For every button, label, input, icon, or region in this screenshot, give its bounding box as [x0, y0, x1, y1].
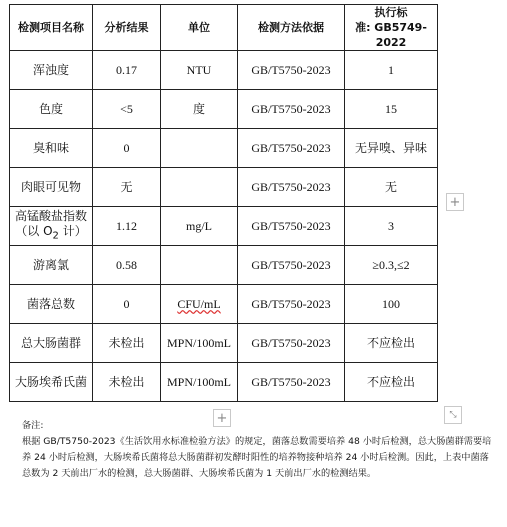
header-result: 分析结果: [93, 5, 161, 51]
cell-standard: 1: [345, 51, 438, 90]
cell-unit: MPN/100mL: [161, 324, 238, 363]
table-row: [10, 168, 438, 207]
table-row: [10, 207, 438, 246]
cell-unit: NTU: [161, 51, 238, 90]
cell-result: 0: [93, 129, 161, 168]
cell-item: 菌落总数: [10, 285, 93, 324]
cell-result: 0.58: [93, 246, 161, 285]
plus-icon: +: [449, 195, 461, 210]
cell-method: GB/T5750-2023: [238, 129, 345, 168]
cell-standard: ≥0.3,≤2: [345, 246, 438, 285]
cell-method: GB/T5750-2023: [238, 207, 345, 246]
table-header-row: [10, 5, 438, 51]
header-item-name: 检测项目名称: [10, 5, 93, 51]
cell-standard: 无异嗅、异味: [345, 129, 438, 168]
header-method: 检测方法依据: [238, 5, 345, 51]
cell-unit: MPN/100mL: [161, 363, 238, 402]
cell-item-line2: （以 $O_2$ 计）: [15, 223, 87, 242]
cell-unit: [161, 246, 238, 285]
cell-result: <5: [93, 90, 161, 129]
notes-body: 根据 GB/T5750-2023《生活饮用水标准检验方法》的规定，菌落总数需要培养 48 小时后检测，总大肠菌群需要培养 24 小时后检测，大肠埃希氏菌将总大肠菌群初发酵时阳性的培养物接种培养 24 小时后检测。因此，上表中菌落总数为 2 天前出厂水的检测，总大肠菌群、大肠埃希氏菌为 1 天前出厂水的检测结果。: [22, 436, 492, 479]
header-standard-line1: 执行标: [374, 6, 408, 19]
cell-standard: 不应检出: [345, 324, 438, 363]
cell-method: GB/T5750-2023: [238, 168, 345, 207]
header-standard-line2: 准: GB5749-2022: [355, 21, 427, 49]
table-row: [10, 285, 438, 324]
cell-result: 1.12: [93, 207, 161, 246]
notes-title: 备注:: [22, 420, 44, 431]
cell-result: 无: [93, 168, 161, 207]
cell-method: GB/T5750-2023: [238, 363, 345, 402]
table-row: [10, 129, 438, 168]
cell-result: 未检出: [93, 324, 161, 363]
header-unit: 单位: [161, 5, 238, 51]
cell-unit: 度: [161, 90, 238, 129]
cell-unit: CFU/mL: [161, 285, 238, 324]
cell-method: GB/T5750-2023: [238, 51, 345, 90]
notes-section: [22, 418, 492, 482]
cell-item: 总大肠菌群: [10, 324, 93, 363]
add-column-button[interactable]: [446, 193, 464, 211]
cell-standard: 不应检出: [345, 363, 438, 402]
cell-unit: [161, 129, 238, 168]
cell-method: GB/T5750-2023: [238, 246, 345, 285]
cell-item: 浑浊度: [10, 51, 93, 90]
cell-unit: [161, 168, 238, 207]
table-row: [10, 363, 438, 402]
resize-icon: ⤡: [449, 410, 457, 420]
results-table: [9, 4, 438, 402]
cell-result: 未检出: [93, 363, 161, 402]
cell-result: 0.17: [93, 51, 161, 90]
cell-item: [10, 207, 93, 246]
cell-standard: 15: [345, 90, 438, 129]
header-standard: [345, 5, 438, 51]
cell-item: 肉眼可见物: [10, 168, 93, 207]
cell-item: 大肠埃希氏菌: [10, 363, 93, 402]
table-row: [10, 51, 438, 90]
cell-standard: 3: [345, 207, 438, 246]
table-row: [10, 324, 438, 363]
cell-item: 色度: [10, 90, 93, 129]
cell-result: 0: [93, 285, 161, 324]
cell-method: GB/T5750-2023: [238, 90, 345, 129]
cell-item: 臭和味: [10, 129, 93, 168]
cell-item-line1: 高锰酸盐指数: [14, 208, 87, 223]
cell-standard: 无: [345, 168, 438, 207]
table-row: [10, 90, 438, 129]
cell-standard: 100: [345, 285, 438, 324]
cell-method: GB/T5750-2023: [238, 324, 345, 363]
cell-item: 游离氯: [10, 246, 93, 285]
plus-icon: +: [216, 411, 228, 426]
cell-unit: mg/L: [161, 207, 238, 246]
cell-method: GB/T5750-2023: [238, 285, 345, 324]
table-row: [10, 246, 438, 285]
